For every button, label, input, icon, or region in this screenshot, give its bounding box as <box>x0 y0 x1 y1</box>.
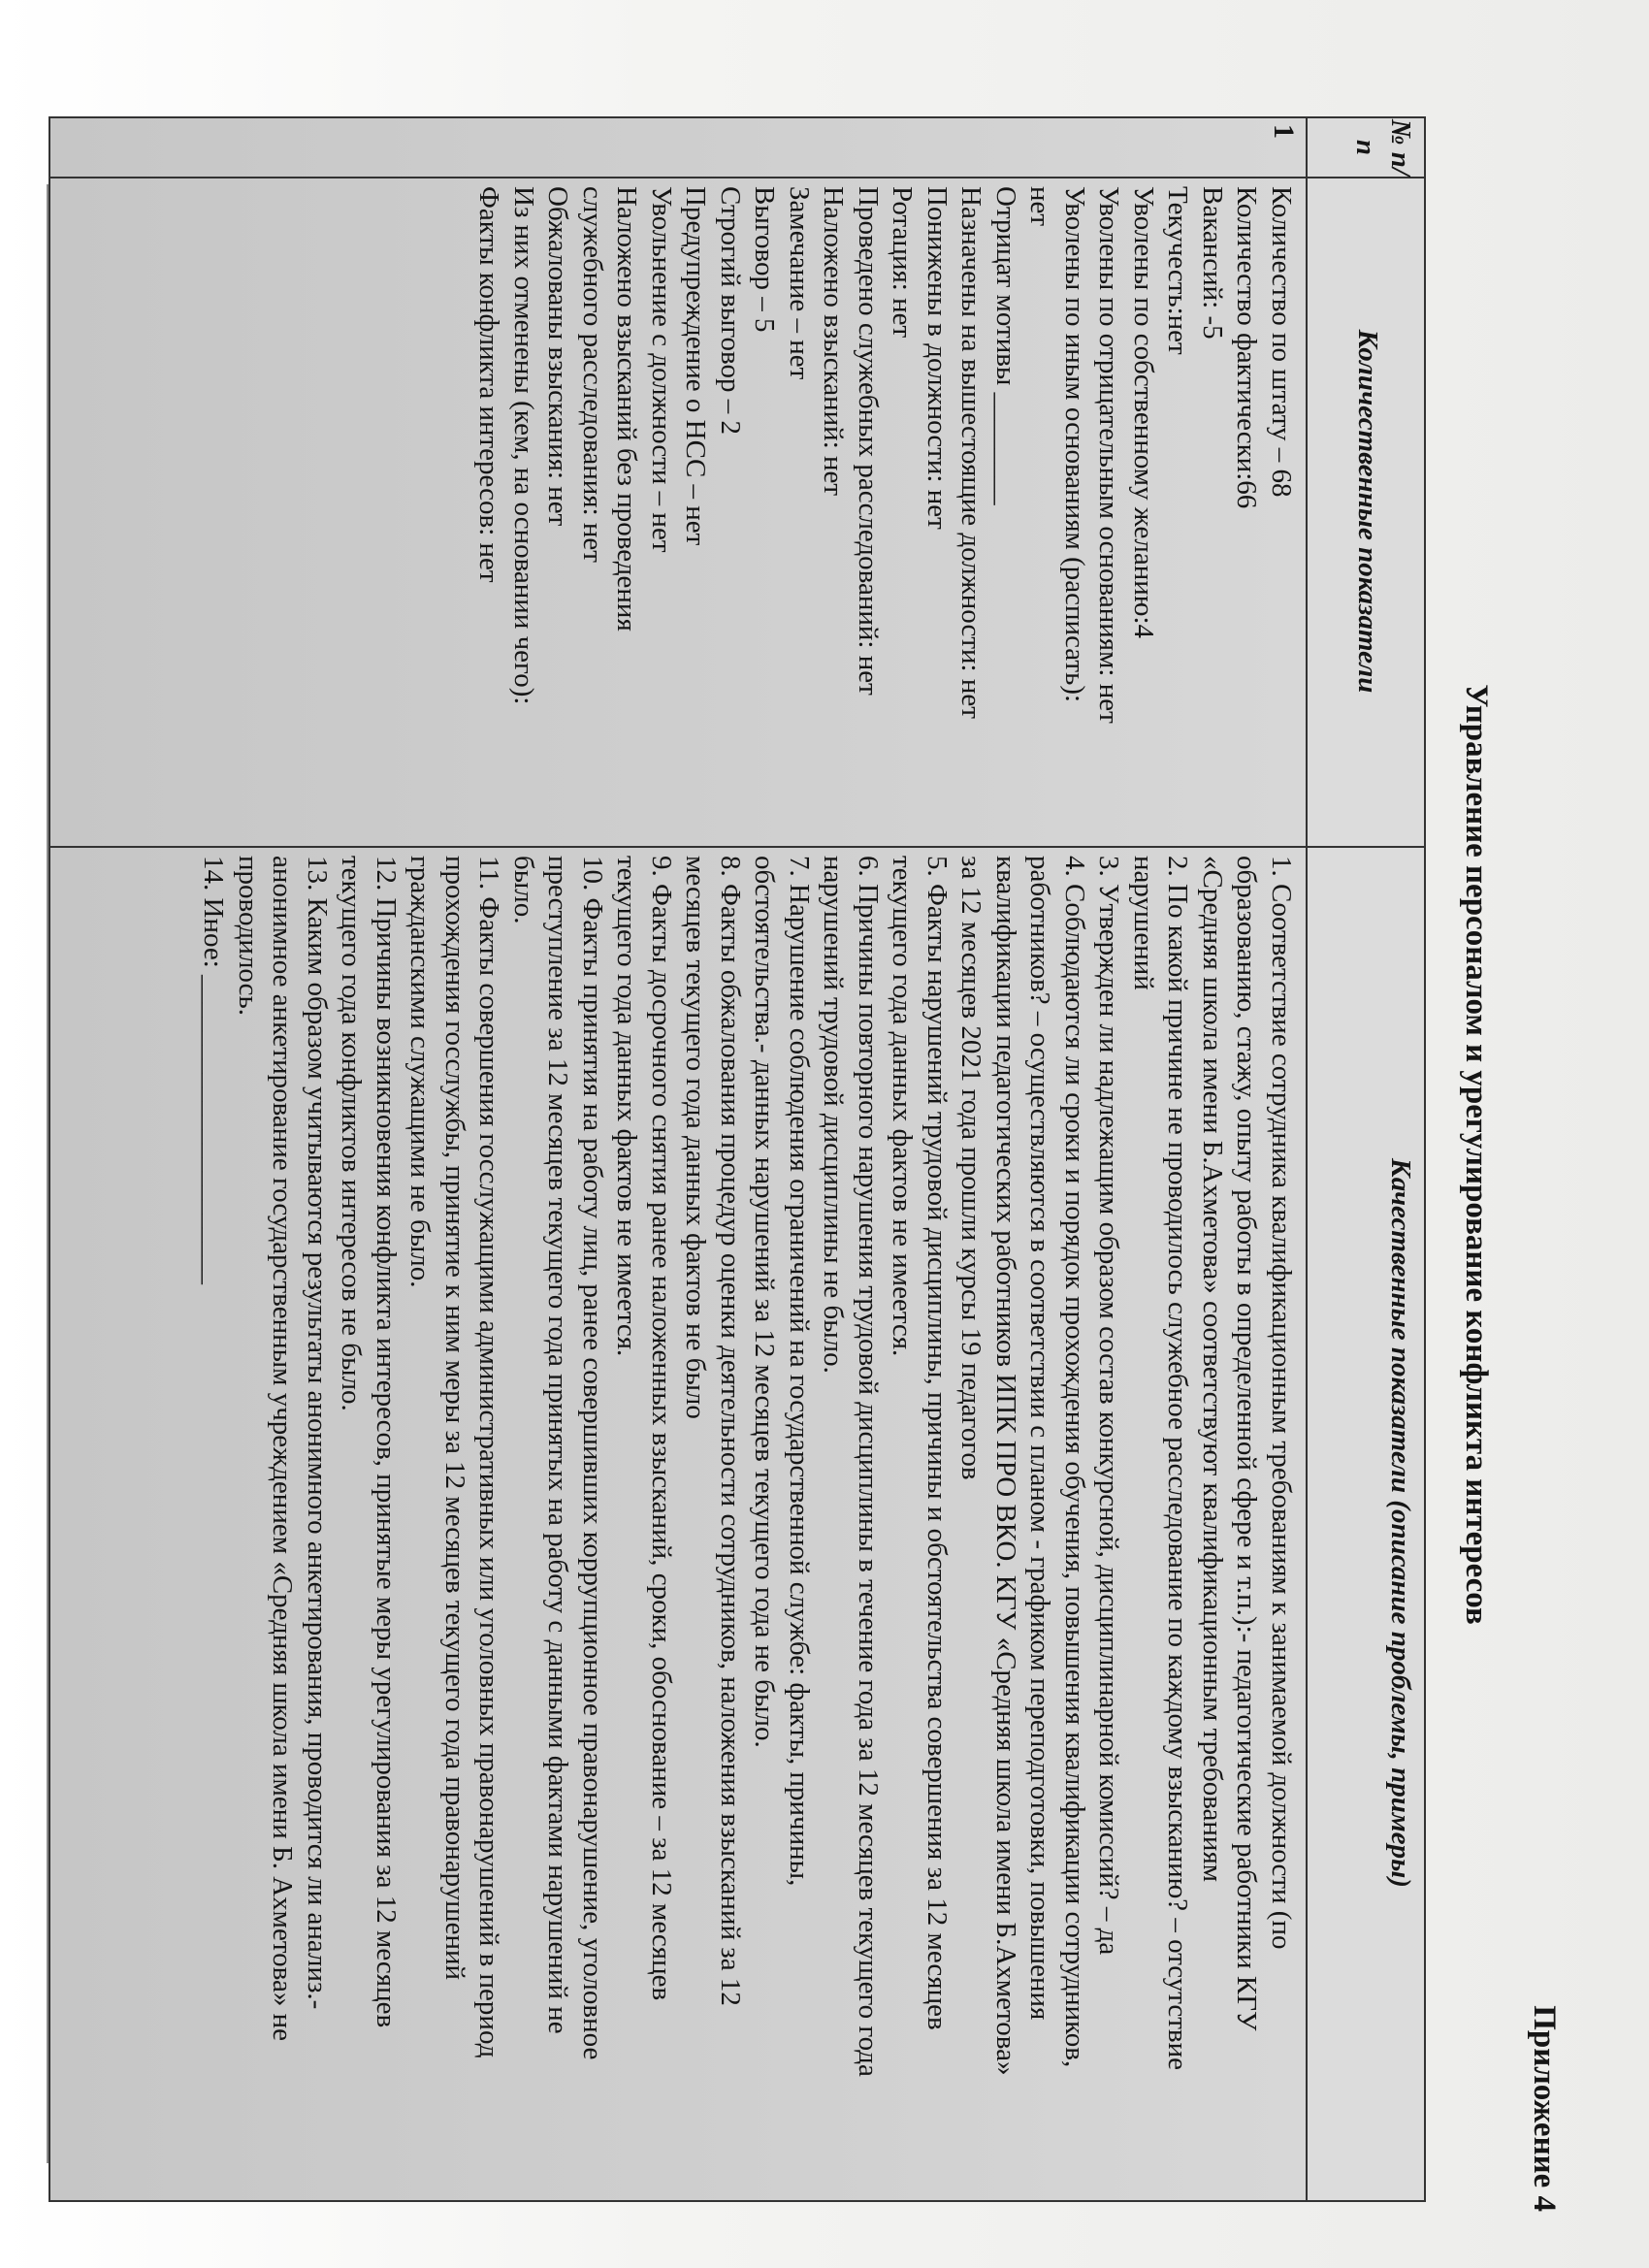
qualitative-line: 6. Причины повторного нарушения трудовой дисциплины в течение года за 12 месяцев текущего года <box>853 856 884 2077</box>
qualitative-line: 11. Факты совершения госслужащими административных или уголовных правонарушений в период <box>473 856 505 2058</box>
quantitative-line: Ротация: нет <box>887 186 919 339</box>
quantitative-line: Количество фактически:66 <box>1231 186 1263 509</box>
quantitative-line: Вакансий: -5 <box>1197 186 1228 340</box>
qualitative-line: нарушений <box>1128 856 1159 990</box>
qualitative-line: месяцев текущего года данных фактов не было <box>680 856 712 1419</box>
quantitative-line: Увольнение с должности – нет <box>646 186 677 553</box>
qualitative-cell <box>50 846 1308 2200</box>
quantitative-line: Отрицат мотивы ________ <box>990 186 1021 505</box>
row-number: 1 <box>1268 124 1300 139</box>
indicators-table <box>48 116 1426 2202</box>
quantitative-line: Строгий выговор – 2 <box>715 186 746 436</box>
qualitative-line: «Средняя школа имени Б.Ахметова» соответствуют квалификационным требованиям <box>1197 856 1228 1883</box>
quantitative-line: Назначены на вышестоящие должности: нет <box>955 186 987 719</box>
qualitative-line: прохождения госслужбы, принятие к ним меры за 12 месяцев текущего года правонарушений <box>439 856 470 1981</box>
qualitative-line: 2. По какой причине не проводилось служебное расследование по каждому взысканию? – отсутствие <box>1162 856 1194 2070</box>
qualitative-line: 14. Иное: ______________________ <box>198 856 230 1284</box>
qualitative-line: гражданскими служащими не было. <box>404 856 436 1288</box>
quantitative-line: Текучесть:нет <box>1162 186 1194 355</box>
qualitative-line: за 12 месяцев 2021 года прошли курсы 19 педагогов <box>955 856 987 1480</box>
qualitative-line: было. <box>508 856 539 924</box>
qualitative-line: 5. Факты нарушений трудовой дисциплины, причины и обстоятельства совершения за 12 месяцев <box>922 856 953 2030</box>
qualitative-line: текущего года конфликтов интересов не было. <box>336 856 368 1411</box>
qualitative-line: проводилось. <box>233 856 264 1016</box>
qualitative-line: квалификации педагогических работников ИПК ПРО ВКО. КГУ «Средняя школа имени Б.Ахметова» <box>990 856 1021 2076</box>
document-title: Управление персоналом и урегулирование конфликта интересов <box>1459 684 1494 1625</box>
header-number-label: № п/п <box>1350 119 1416 176</box>
qualitative-line: текущего года данных фактов не имеется. <box>611 856 643 1357</box>
qualitative-line: 12. Причины возникновения конфликта интересов, принятые меры урегулирования за 12 месяцев <box>371 856 402 2028</box>
quantitative-cell <box>50 177 1308 848</box>
table-row <box>50 118 1308 2200</box>
quantitative-line: Из них отменены (кем, на основании чего): <box>508 186 539 705</box>
quantitative-line: Предупреждение о НСС – нет <box>680 186 712 546</box>
rotated-document <box>48 87 1562 2221</box>
qualitative-line: преступление за 12 месяцев текущего года принятых на работу с данными фактами нарушений не <box>542 856 574 2034</box>
qualitative-line: 7. Нарушение соблюдения ограничений на государственной службе: факты, причины, <box>784 856 815 1887</box>
quantitative-line: Обжалованы взыскания: нет <box>542 186 574 527</box>
qualitative-line: образованию, стажу, опыту работы в определенной сфере и т.п.):- педагогические работники КГУ <box>1231 856 1263 2031</box>
header-quantitative-label: Количественные показатели <box>1352 329 1383 694</box>
quantitative-line: Уволены по отрицательным основаниям: нет <box>1093 186 1125 724</box>
quantitative-line: Проведено служебных расследований: нет <box>853 186 884 696</box>
qualitative-text <box>186 846 1308 2200</box>
header-number-cell <box>1308 118 1424 178</box>
qualitative-line: текущего года данных фактов не имеется. <box>887 856 919 1357</box>
header-qualitative-cell <box>1308 846 1424 2200</box>
qualitative-line: 1. Соответствие сотрудника квалификационным требованиям к занимаемой должности (по <box>1266 856 1297 1950</box>
header-quantitative-cell <box>1308 177 1424 848</box>
qualitative-line: обстоятельства.- данных нарушений за 12 месяцев текущего года не было. <box>749 856 781 1748</box>
quantitative-line: Количество по штату – 68 <box>1266 186 1297 498</box>
quantitative-line: Уволены по иным основаниям (расписать): <box>1059 186 1090 703</box>
qualitative-line: 13. Каким образом учитываются результаты анонимного анкетирования, проводится ли анализ.- <box>302 856 333 2010</box>
qualitative-line: 9. Факты досрочного снятия ранее наложенных взысканий, сроки, обоснование – за 12 месяцев <box>646 856 677 2001</box>
row-number-cell <box>50 118 1308 178</box>
quantitative-line: нет <box>1024 186 1056 227</box>
quantitative-text <box>462 177 1308 846</box>
quantitative-line: служебного расследования: нет <box>577 186 608 563</box>
header-qualitative-label: Качественные показатели (описание проблемы, примеры) <box>1385 1158 1416 1888</box>
quantitative-line: Замечание – нет <box>784 186 815 380</box>
qualitative-line: 4. Соблюдаются ли сроки и порядок прохождения обучения, повышения квалификации сотрудников, <box>1059 856 1090 2068</box>
quantitative-line: Выговор – 5 <box>749 186 781 333</box>
qualitative-line: нарушений трудовой дисциплины не было. <box>818 856 850 1374</box>
quantitative-line: Понижены в должности: нет <box>922 186 953 530</box>
quantitative-line: Уволены по собственному желанию:4 <box>1128 186 1159 639</box>
table-header-row <box>1306 118 1424 2200</box>
qualitative-line: работников? – осуществляются в соответствии с планом - графиком переподготовки, повышения <box>1024 856 1056 2021</box>
quantitative-line: Наложено взысканий без проведения <box>611 186 643 632</box>
quantitative-line: Наложено взысканий: нет <box>818 186 850 497</box>
qualitative-line: анонимное анкетирование государственным учреждением «Средняя школа имени Б. Ахметова» не <box>267 856 299 2041</box>
qualitative-line: 10. Факты принятия на работу лиц, ранее совершивших коррупционное правонарушение, уголовное <box>577 856 608 2060</box>
appendix-label: Приложение 4 <box>1527 2005 1562 2212</box>
quantitative-line: Факты конфликта интересов: нет <box>473 186 505 583</box>
qualitative-line: 8. Факты обжалования процедур оценки деятельности сотрудников, наложения взысканий за 12 <box>715 856 746 2006</box>
qualitative-line: 3. Утвержден ли надлежащим образом состав конкурсной, дисциплинарной комиссий? – да <box>1093 856 1125 1956</box>
